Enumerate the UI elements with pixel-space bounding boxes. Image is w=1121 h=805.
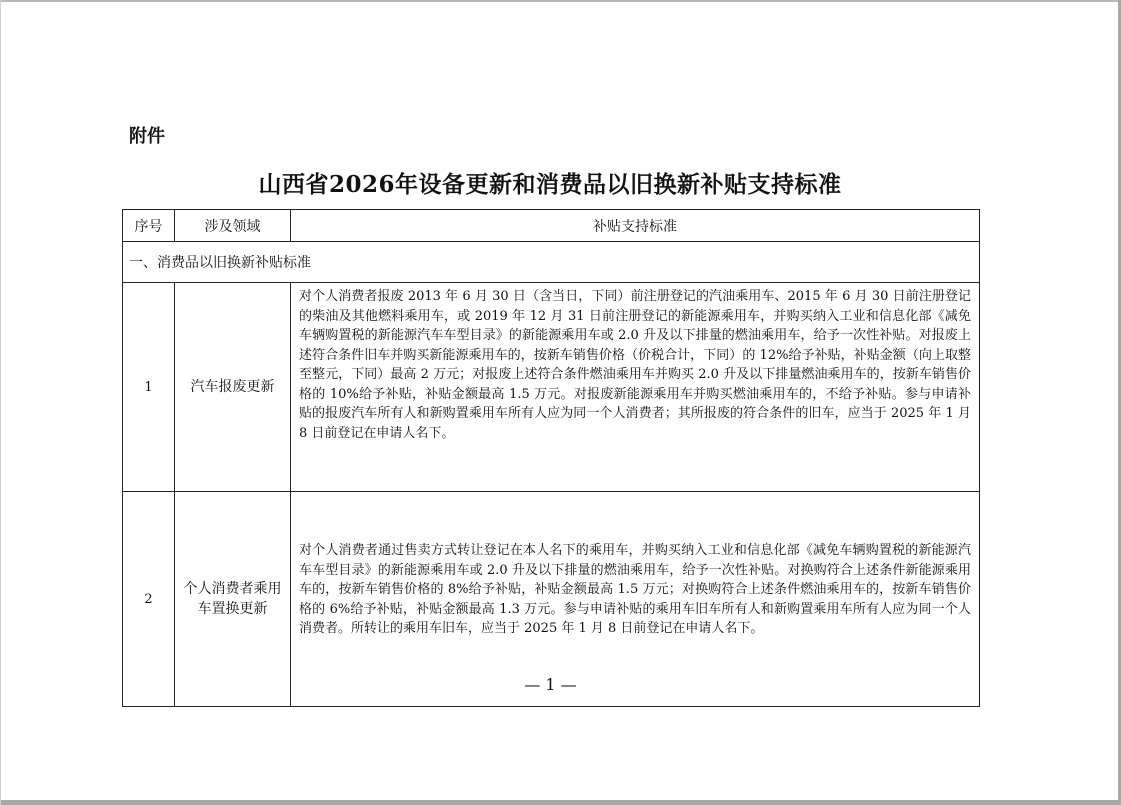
header-number: 序号	[123, 210, 175, 242]
page-frame-bottom	[0, 800, 1121, 805]
section-row	[123, 242, 980, 283]
table-row	[123, 283, 980, 492]
header-standard: 补贴支持标准	[291, 210, 980, 242]
page-number: — 1 —	[524, 675, 577, 694]
table-header-row	[123, 210, 980, 242]
section-title: 一、消费品以旧换新补贴标准	[123, 242, 980, 283]
row-standard: 对个人消费者通过售卖方式转让登记在本人名下的乘用车，并购买纳入工业和信息化部《减免车辆购置税的新能源汽车车型目录》的新能源乘用车或 2.0 升及以下排量的燃油乘用车，给予一次性补贴。对换购符合上述条件新能源乘用车的，按新车销售价格的 8%给予补贴，补贴金额最高 1.5 万元；对换购符合上述条件燃油乘用车的，按新车销售价格的 6%给予补贴，补贴金额最高 1.3 万元。参与申请补贴的乘用车旧车所有人和新购置乘用车所有人应为同一个人消费者。所转让的乘用车旧车，应当于 2025 年 1 月 8 日前登记在申请人名下。	[291, 492, 980, 707]
subsidy-standards-table	[122, 209, 980, 707]
row-field: 个人消费者乘用车置换更新	[175, 492, 291, 707]
row-standard: 对个人消费者报废 2013 年 6 月 30 日（含当日，下同）前注册登记的汽油乘用车、2015 年 6 月 30 日前注册登记的柴油及其他燃料乘用车，或 2019 年 12 月 31 日前注册登记的新能源乘用车，并购买纳入工业和信息化部《减免车辆购置税的新能源汽车车型目录》的新能源乘用车或 2.0 升及以下排量的燃油乘用车，给予一次性补贴。对报废上述符合条件旧车并购买新能源乘用车的，按新车销售价格（价税合计，下同）的 12%给予补贴，补贴金额（向上取整至整元，下同）最高 2 万元；对报废上述符合条件燃油乘用车并购买 2.0 升及以下排量燃油乘用车的，按新车销售价格的 10%给予补贴，补贴金额最高 1.5 万元。对报废新能源乘用车并购买燃油乘用车的，不给予补贴。参与申请补贴的报废汽车所有人和新购置乘用车所有人应为同一个人消费者；其所报废的符合条件的旧车，应当于 2025 年 1 月 8 日前登记在申请人名下。	[291, 283, 980, 492]
document-title: 山西省2026年设备更新和消费品以旧换新补贴支持标准	[258, 171, 842, 198]
page-frame-left	[0, 0, 1, 805]
row-number: 1	[123, 283, 175, 492]
row-field: 汽车报废更新	[175, 283, 291, 492]
attachment-label: 附件	[129, 126, 165, 147]
header-field: 涉及领域	[175, 210, 291, 242]
page-frame-top	[0, 0, 1121, 2]
row-number: 2	[123, 492, 175, 707]
